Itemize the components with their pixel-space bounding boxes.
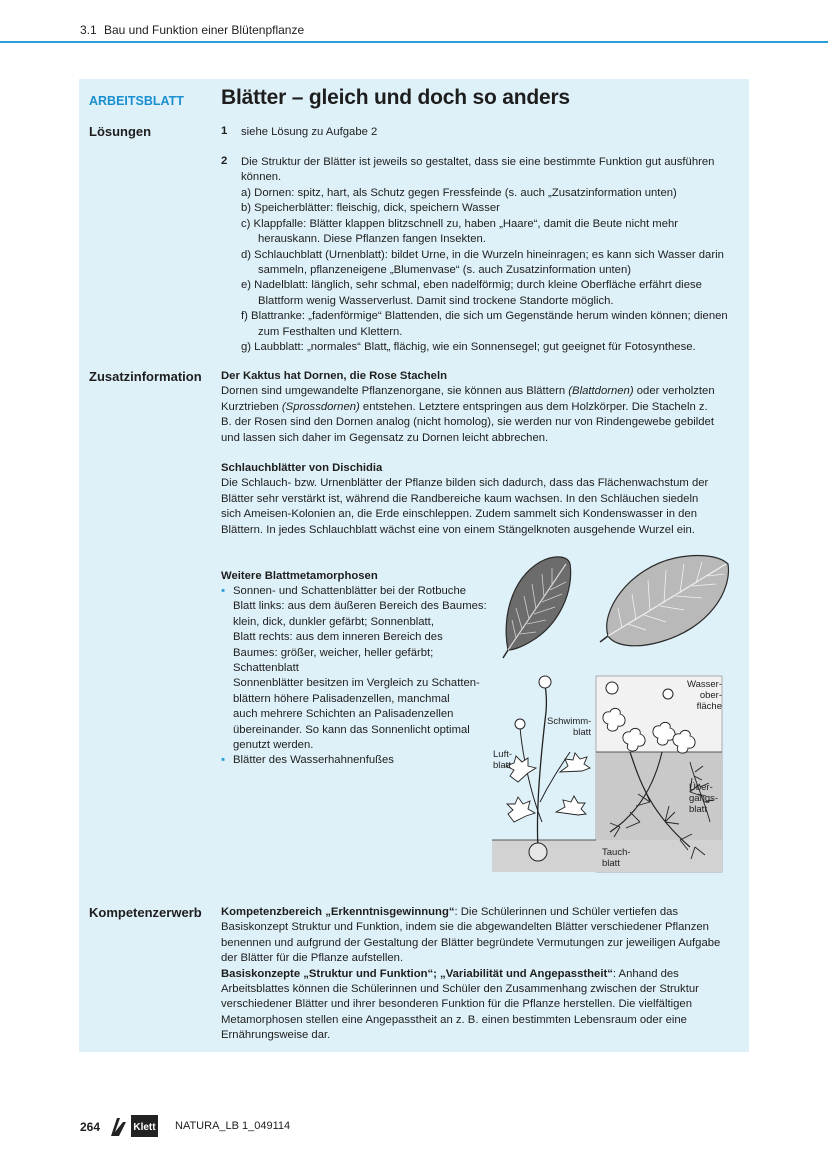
list-item: d) Schlauchblatt (Urnenblatt): bildet Urne, in die Wurzeln hineinragen; es kann sich Wasser darin sammeln, pflanzeneigene „Blumenvase“ (s. auch Zusatzinformation unten) <box>241 248 724 277</box>
submerged-leaf-label: Tauch- blatt <box>602 847 631 869</box>
air-leaf-label: Luft- blatt <box>493 749 513 771</box>
dischidia-text: Die Schlauch- bzw. Urnenblätter der Pflanze bilden sich dadurch, dass das Flächenwachstum der Blätter sehr verstärkt ist, während die Randbereiche kaum wachsen. In den Schläuchen siedeln sich Ameisen-Kolonien an, die Erde einschleppen. Zudem sammelt sich Kondenswasser in den Blättern. In jedes Schlauchblatt wächst eine von einem Stängelknoten ausgehende Wurzel ein. <box>221 477 709 536</box>
task2-intro: Die Struktur der Blätter ist jeweils so gestaltet, dass sie eine bestimmte Funktion gut ausführen können. <box>241 156 715 184</box>
metamorph-heading-wrap <box>221 569 501 584</box>
list-item: c) Klappfalle: Blätter klappen blitzschnell zu, haben „Haare“, damit die Beute nicht mehr herauskann. Diese Pflanzen fangen Insekten. <box>241 217 679 246</box>
document-reference: NATURA_LB 1_049114 <box>175 1120 291 1132</box>
metamorph-list <box>221 584 501 769</box>
sun-leaf-icon <box>503 557 571 658</box>
competence-label: Kompetenzerwerb <box>89 905 202 920</box>
floating-leaf-label: Schwimm- blatt <box>547 716 592 738</box>
list-item: a) Dornen: spitz, hart, als Schutz gegen Fressfeinde (s. auch „Zusatzinformation unten) <box>241 187 677 199</box>
list-item: b) Speicherblätter: fleischig, dick, speichern Wasser <box>241 202 500 215</box>
beech-leaves-illustration <box>500 550 740 665</box>
list-item: ▪ Sonnen- und Schattenblätter bei der Rotbuche Blatt links: aus dem äußeren Bereich des Baumes: klein, dick, dunkler gefärbt; Sonnenblatt, Blatt rechts: aus dem inneren Bereich des Baumes: größer, weicher, heller gefärbt; Schattenblatt Sonnenblätter besitzen im Vergleich zu Schatten- blättern höhere Palisadenzellen, manchmal auch mehrere Schichten an Palisadenzellen übereinander. So kann das Sonnenlicht optimal genutzt werden. <box>221 584 501 753</box>
water-surface-label: Wasser- ober- fläche <box>686 679 722 712</box>
page-header <box>0 0 828 44</box>
header-rule <box>0 41 828 43</box>
klett-logo <box>109 1114 159 1138</box>
list-item: g) Laubblatt: „normales“ Blatt„ flächig, wie ein Sonnensegel; gut geeignet für Fotosynthese. <box>241 341 696 354</box>
cactus-heading: Der Kaktus hat Dornen, die Rose Stacheln <box>221 370 447 382</box>
task2-number: 2 <box>221 155 228 167</box>
task1-number: 1 <box>221 125 228 137</box>
cactus-section <box>221 369 721 446</box>
solutions-label: Lösungen <box>89 124 152 139</box>
list-item: f) Blattranke: „fadenförmige“ Blattenden, die sich um Gegenstände herum winden können; dienen zum Festhalten und Klettern. <box>241 310 728 338</box>
competence-text: Kompetenzbereich „Erkenntnisgewinnung“: Die Schülerinnen und Schüler vertiefen das Basiskonzept Struktur und Funktion, indem sie die abgewandelten Blätter verschiedener Pflanzen benennen und aufgrund der Gestaltung der Blätter begründete Vermutungen zur jeweiligen Aufgabe der Blätter für die Pflanze aufstellen. Basiskonzepte „Struktur und Funktion“; „Variabilität und Angepasstheit“: Anhand des Arbeitsblattes können die Schülerinnen und Schüler den Zusammenhang zwischen der Struktur verschiedener Blätter und ihrer besonderen Funktion für die Pflanze herstellen. Die vielfältigen Metamorphosen stellen eine Angepasstheit an z. B. einen bestimmten Lebensraum oder eine Ernährungsweise dar. <box>221 906 721 1042</box>
page-title: Blätter – gleich und doch so anders <box>221 86 570 109</box>
dischidia-heading: Schlauchblätter von Dischidia <box>221 462 383 474</box>
additional-info-label: Zusatzinformation <box>89 369 202 384</box>
dischidia-section <box>221 461 721 538</box>
metamorph-heading: Weitere Blattmetamorphosen <box>221 570 378 582</box>
task2-items <box>241 186 731 355</box>
list-item: e) Nadelblatt: länglich, sehr schmal, eben nadelförmig; durch kleine Oberfläche erfährt diese Blattform wenig Wasserverlust. Damit sind trockene Standorte möglich. <box>241 279 702 307</box>
shade-leaf-icon <box>600 556 728 646</box>
cactus-text: Dornen sind umgewandelte Pflanzenorgane, sie können aus Blättern (Blattdornen) oder verholzten Kurztrieben (Sprossdornen) entstehen. Letztere entspringen aus dem Holzkörper. Die Stacheln z. B. der Rosen sind den Dornen analog (nicht homolog), sie werden nur von Rindengewebe gebildet und lassen sich daher im Gegensatz zu Dornen leicht abbrechen. <box>221 385 715 444</box>
svg-text:Klett: Klett <box>133 1122 156 1133</box>
transition-leaf-label: Über- gangs- blatt <box>689 782 719 815</box>
section-number: 3.1 <box>80 23 97 37</box>
worksheet-label: ARBEITSBLATT <box>89 94 184 108</box>
task1-text: siehe Lösung zu Aufgabe 2 <box>241 126 378 138</box>
list-item: ▪ Blätter des Wasserhahnenfußes <box>221 753 501 768</box>
page-number: 264 <box>80 1120 101 1134</box>
section-title: Bau und Funktion einer Blütenpflanze <box>104 23 305 37</box>
